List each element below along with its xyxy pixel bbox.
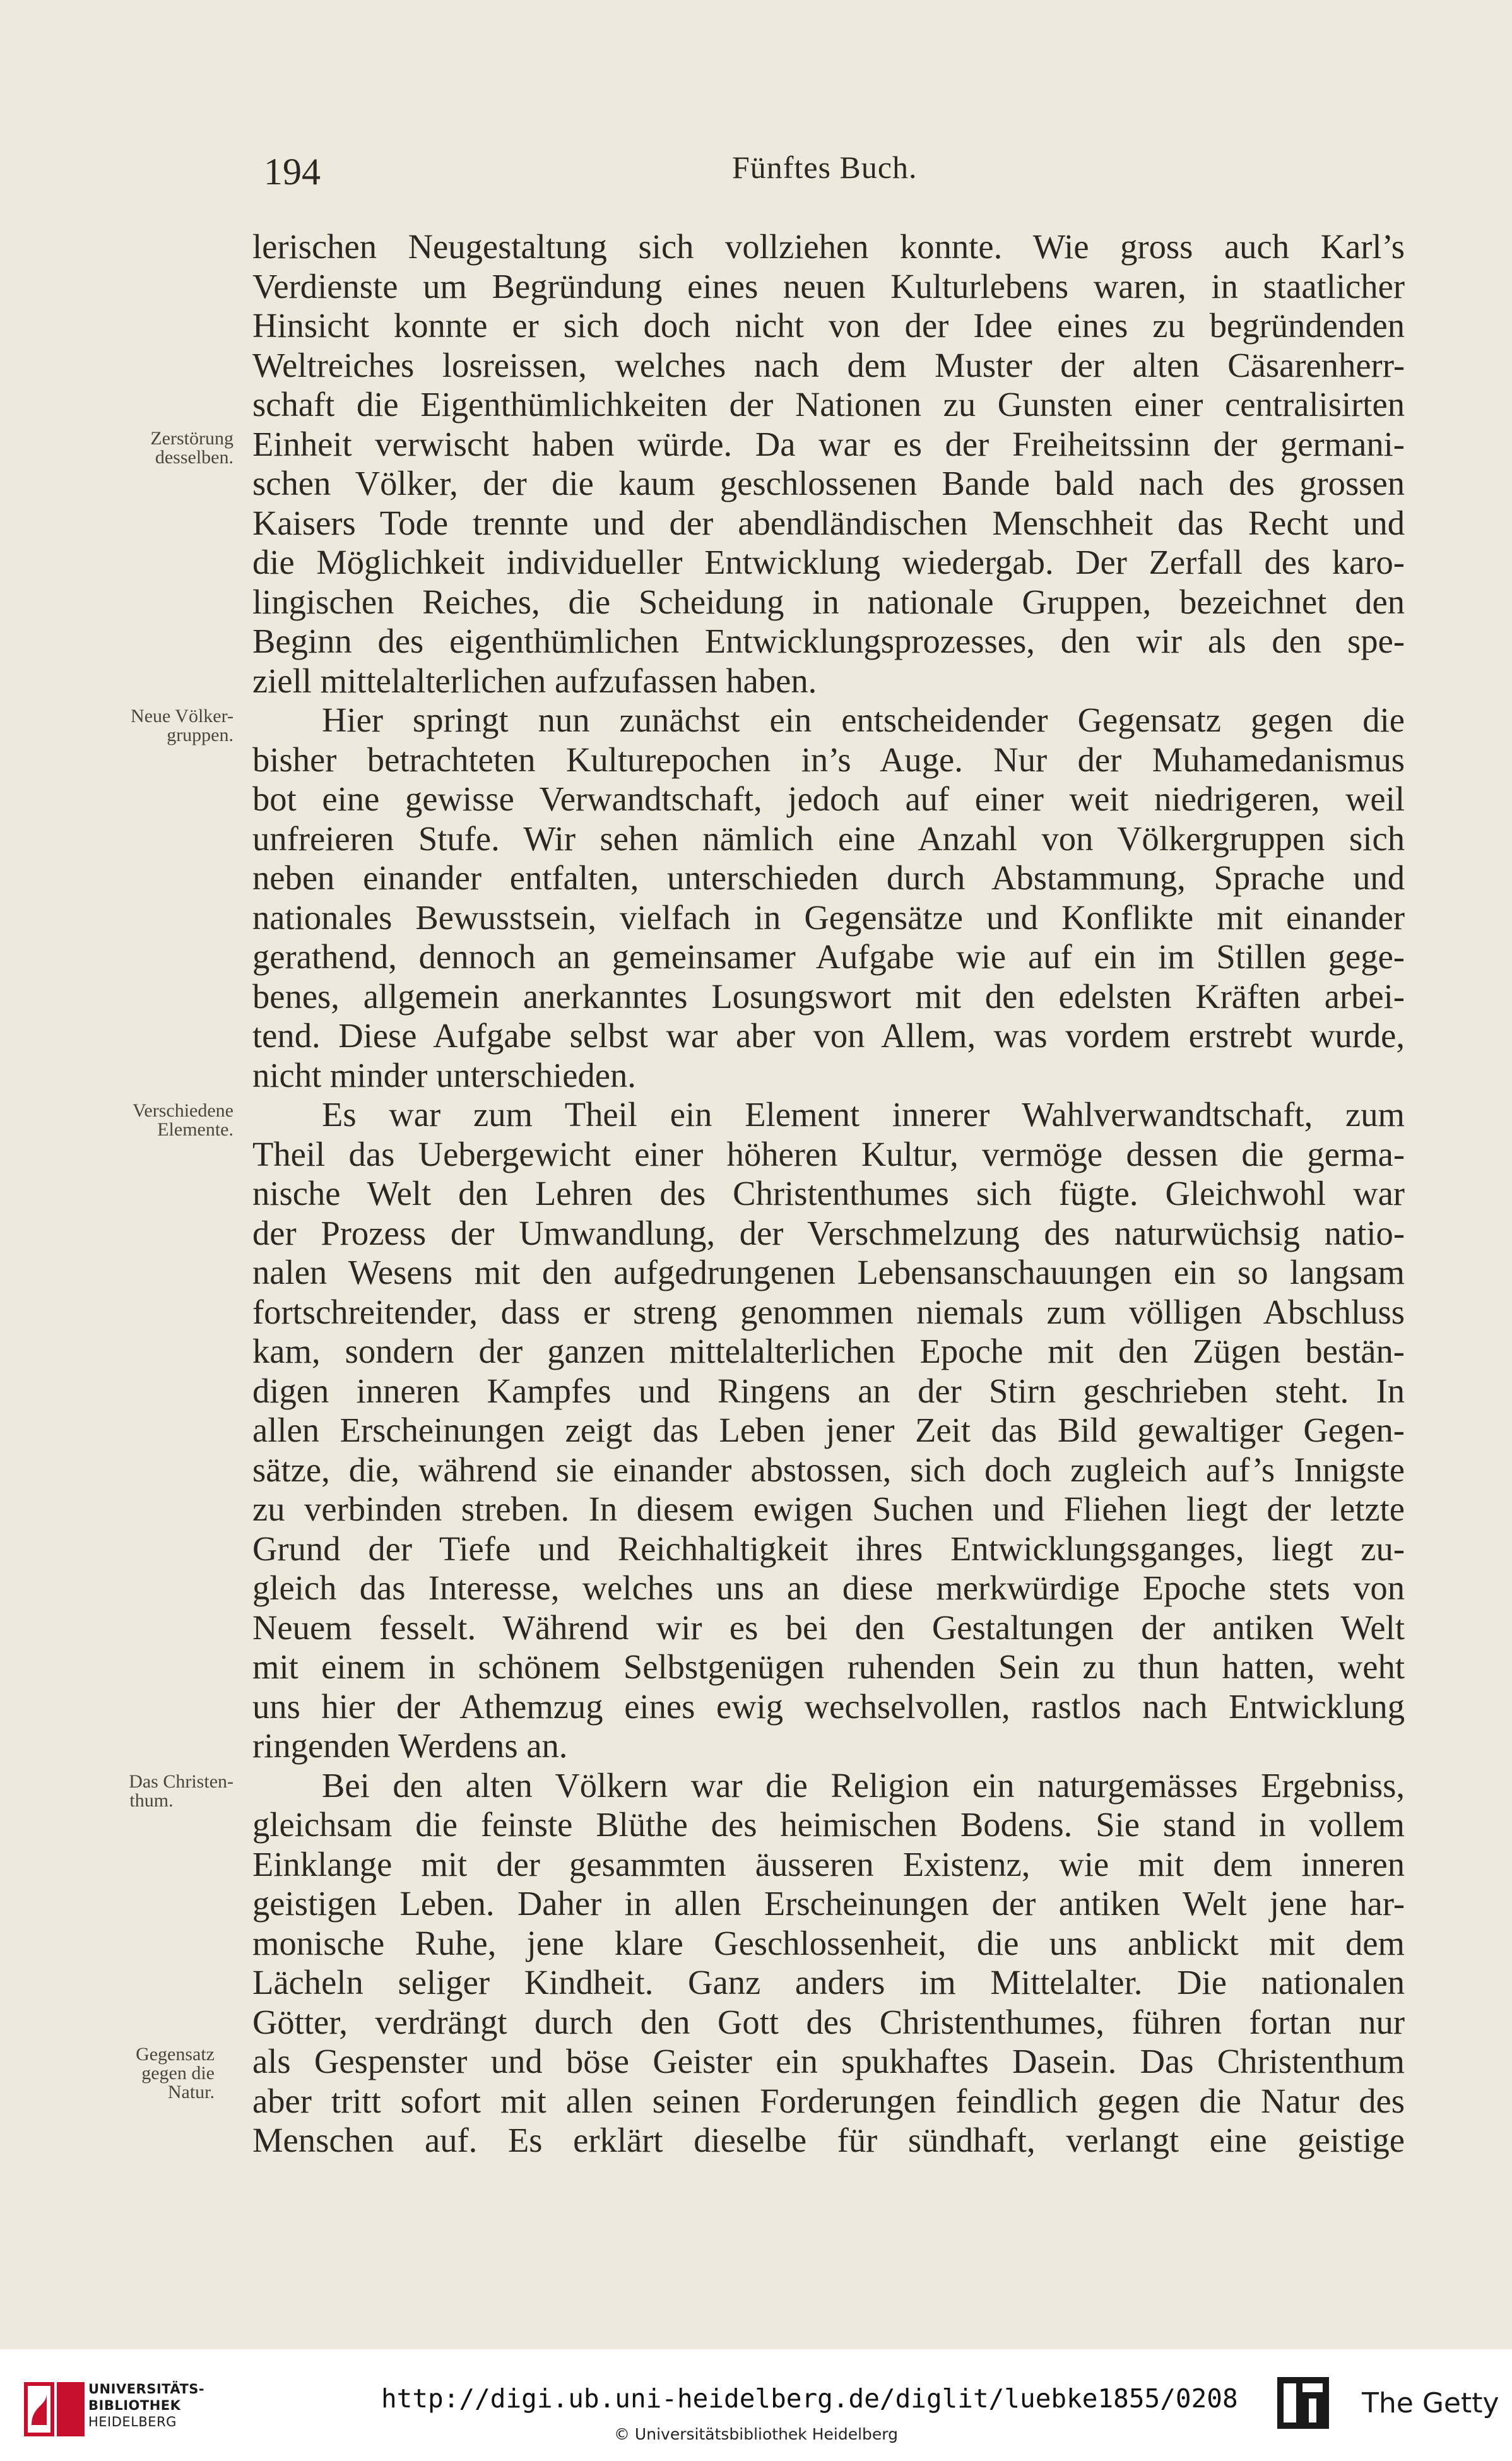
library-name-line: HEIDELBERG: [88, 2414, 177, 2429]
getty-logo-icon: [1275, 2375, 1332, 2438]
sidenote: [69, 429, 233, 467]
text-line: nalen Wesens mit den aufgedrungenen Lebensanschauungen ein so langsam: [252, 1253, 1405, 1291]
text-line: bisher betrachteten Kulturepochen in’s Auge. Nur der Muhamedanismus: [252, 740, 1405, 779]
page-number: 194: [264, 151, 321, 193]
text-line: bot eine gewisse Verwandtschaft, jedoch auf einer weit niedrigeren, weil: [252, 780, 1405, 818]
text-line: sätze, die, während sie einander abstossen, sich doch zugleich auf’s Innigste: [252, 1450, 1405, 1489]
sidenote-line: thum.: [129, 1790, 174, 1811]
sidenote-line: Das Christen-: [129, 1771, 233, 1792]
text-line: digen inneren Kampfes und Ringens an der Stirn geschrieben steht. In: [252, 1371, 1405, 1410]
text-line: Bei den alten Völkern war die Religion ein naturgemässes Ergebniss,: [322, 1765, 1405, 1805]
text-line: schen Völker, der die kaum geschlossenen Bande bald nach des grossen: [252, 464, 1405, 502]
text-line: Hier springt nun zunächst ein entscheidender Gegensatz gegen die: [322, 701, 1405, 739]
sidenote-line: Zerstörung: [150, 428, 233, 449]
text-line: gerathend, dennoch an gemeinsamer Aufgabe wie auf ein im Stillen gege-: [252, 937, 1405, 976]
text-line: Götter, verdrängt durch den Gott des Christenthumes, führen fortan nur: [252, 2002, 1405, 2041]
text-line: Neuem fesselt. Während wir es bei den Gestaltungen der antiken Welt: [252, 1608, 1405, 1647]
text-line: monische Ruhe, jene klare Geschlossenheit, die uns anblickt mit dem: [252, 1923, 1405, 1962]
sidenote-line: Elemente.: [157, 1119, 233, 1140]
library-name-line: UNIVERSITÄTS-: [88, 2381, 205, 2397]
text-line: nische Welt den Lehren des Christenthumes sich fügte. Gleichwohl war: [252, 1174, 1405, 1213]
text-line: Hinsicht konnte er sich doch nicht von der Idee eines zu begründenden: [252, 306, 1405, 345]
text-line: neben einander entfalten, unterschieden durch Abstammung, Sprache und: [252, 858, 1405, 897]
text-line: lerischen Neugestaltung sich vollziehen konnte. Wie gross auch Karl’s: [252, 227, 1405, 266]
permalink-url[interactable]: http://digi.ub.uni-heidelberg.de/diglit/luebke1855/0208: [381, 2383, 1238, 2414]
text-line: nationales Bewusstsein, vielfach in Gegensätze und Konflikte mit einander: [252, 898, 1405, 937]
sidenote-line: Neue Völker-: [131, 706, 233, 726]
text-line: nicht minder unterschieden.: [252, 1055, 636, 1094]
sidenote-line: gruppen.: [167, 725, 233, 745]
text-line: Es war zum Theil ein Element innerer Wahlverwandtschaft, zum: [322, 1095, 1405, 1134]
running-header: Fünftes Buch.: [732, 150, 918, 185]
sidenote-line: desselben.: [155, 447, 233, 468]
text-line: Verdienste um Begründung eines neuen Kulturlebens waren, in staatlicher: [252, 266, 1405, 305]
text-line: unfreieren Stufe. Wir sehen nämlich eine Anzahl von Völkergruppen sich: [252, 819, 1405, 858]
text-line: fortschreitender, dass er streng genommen niemals zum völligen Abschluss: [252, 1292, 1405, 1331]
text-line: die Möglichkeit individueller Entwicklung wiedergab. Der Zerfall des karo-: [252, 543, 1405, 581]
text-line: Einheit verwischt haben würde. Da war es der Freiheitssinn der germani-: [252, 424, 1405, 463]
text-line: kam, sondern der ganzen mittelalterlichen Epoche mit den Zügen bestän-: [252, 1332, 1405, 1370]
text-line: Kaisers Tode trennte und der abendländischen Menschheit das Recht und: [252, 503, 1405, 542]
text-line: Menschen auf. Es erklärt dieselbe für sündhaft, verlangt eine geistige: [252, 2121, 1405, 2159]
sidenote: [69, 1772, 233, 1810]
library-name-line: BIBLIOTHEK: [88, 2398, 181, 2413]
copyright-notice: © Universitätsbibliothek Heidelberg: [613, 2425, 898, 2443]
text-line: tend. Diese Aufgabe selbst war aber von Allem, was vordem erstrebt wurde,: [252, 1016, 1405, 1055]
text-line: als Gespenster und böse Geister ein spukhaftes Dasein. Das Christenthum: [252, 2042, 1405, 2080]
sidenote: [69, 1101, 233, 1139]
text-line: Einklange mit der gesammten äusseren Existenz, wie mit dem inneren: [252, 1844, 1405, 1883]
sidenote-line: Gegensatz: [136, 2044, 215, 2065]
text-line: aber tritt sofort mit allen seinen Forderungen feindlich gegen die Natur des: [252, 2081, 1405, 2120]
text-line: der Prozess der Umwandlung, der Verschmelzung des naturwüchsig natio-: [252, 1213, 1405, 1252]
text-line: ringenden Werdens an.: [252, 1726, 568, 1765]
text-line: uns hier der Athemzug eines ewig wechselvollen, rastlos nach Entwicklung: [252, 1687, 1405, 1726]
text-line: mit einem in schönem Selbstgenügen ruhenden Sein zu thun hatten, weht: [252, 1647, 1405, 1686]
body-text: [252, 227, 1405, 2161]
getty-name: The Getty: [1362, 2387, 1499, 2419]
text-line: Theil das Uebergewicht einer höheren Kultur, vermöge dessen die germa-: [252, 1134, 1405, 1173]
text-line: schaft die Eigenthümlichkeiten der Nationen zu Gunsten einer centralisirten: [252, 385, 1405, 424]
text-line: ziell mittelalterlichen aufzufassen haben.: [252, 661, 817, 700]
text-line: allen Erscheinungen zeigt das Leben jener Zeit das Bild gewaltiger Gegen-: [252, 1411, 1405, 1449]
text-line: gleichsam die feinste Blüthe des heimischen Bodens. Sie stand in vollem: [252, 1805, 1405, 1844]
sidenote-line: Natur.: [167, 2082, 215, 2102]
text-line: Lächeln seliger Kindheit. Ganz anders im Mittelalter. Die nationalen: [252, 1963, 1405, 2001]
text-line: geistigen Leben. Daher in allen Erscheinungen der antiken Welt jene har-: [252, 1884, 1405, 1923]
sidenote-line: Verschiedene: [133, 1100, 233, 1121]
sidenote-line: gegen die: [141, 2063, 215, 2084]
library-name: [88, 2381, 252, 2430]
text-line: benes, allgemein anerkanntes Losungswort mit den edelsten Kräften arbei-: [252, 976, 1405, 1016]
text-line: zu verbinden streben. In diesem ewigen Suchen und Fliehen liegt der letzte: [252, 1490, 1405, 1528]
text-line: Grund der Tiefe und Reichhaltigkeit ihres Entwicklungsganges, liegt zu-: [252, 1529, 1405, 1568]
text-line: lingischen Reiches, die Scheidung in nationale Gruppen, bezeichnet den: [252, 582, 1405, 621]
sidenote: [69, 707, 233, 745]
footer-bar: [0, 2349, 1512, 2461]
text-line: gleich das Interesse, welches uns an diese merkwürdige Epoche stets von: [252, 1569, 1405, 1607]
sidenote: [50, 2045, 215, 2102]
text-line: Weltreiches losreissen, welches nach dem Muster der alten Cäsarenherr-: [252, 345, 1405, 384]
text-line: Beginn des eigenthümlichen Entwicklungsprozesses, den wir als den spe-: [252, 622, 1405, 660]
